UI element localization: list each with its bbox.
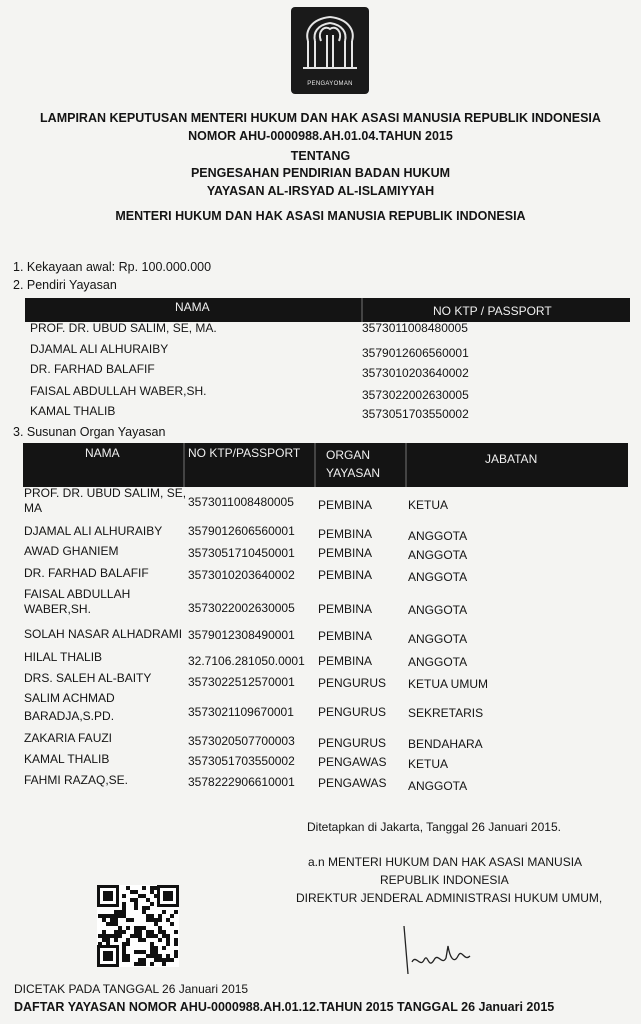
pendiri-title: 2. Pendiri Yayasan [13, 278, 117, 292]
organ-header-ktp: NO KTP/PASSPORT [188, 446, 301, 460]
pendiri-header-nama: NAMA [175, 300, 210, 314]
kekayaan-awal: 1. Kekayaan awal: Rp. 100.000.000 [13, 260, 212, 274]
header-line-5: YAYASAN AL-IRSYAD AL-ISLAMIYYAH [206, 184, 435, 198]
organ-table-header [23, 443, 628, 487]
organ-header-jabatan: JABATAN [485, 452, 538, 466]
qr-code-icon [97, 885, 179, 967]
dicetak-text: DICETAK PADA TANGGAL 26 Januari 2015 [14, 982, 249, 996]
tree-emblem-icon [291, 7, 369, 77]
organ-title: 3. Susunan Organ Yayasan [13, 425, 166, 439]
organ-header-organ: ORGAN [326, 448, 371, 462]
signer-line-2: REPUBLIK INDONESIA [380, 873, 509, 887]
header-line-3: TENTANG [290, 149, 351, 163]
ditetapkan-text: Ditetapkan di Jakarta, Tanggal 26 Januari 2015. [307, 820, 561, 834]
header-line-1: LAMPIRAN KEPUTUSAN MENTERI HUKUM DAN HAK ASASI MANUSIA REPUBLIK INDONESIA [40, 111, 601, 125]
logo-label: PENGAYOMAN [307, 81, 353, 87]
organ-header-nama: NAMA [85, 446, 120, 460]
qr-code [97, 885, 179, 967]
signer-line-3: DIREKTUR JENDERAL ADMINISTRASI HUKUM UMUM, [296, 891, 603, 905]
daftar-yayasan-text: DAFTAR YAYASAN NOMOR AHU-0000988.AH.01.12.TAHUN 2015 TANGGAL 26 Januari 2015 [14, 1000, 555, 1014]
header-line-6: MENTERI HUKUM DAN HAK ASASI MANUSIA REPUBLIK INDONESIA [115, 209, 526, 223]
header-line-2: NOMOR AHU-0000988.AH.01.04.TAHUN 2015 [188, 129, 453, 143]
pendiri-table-header [25, 298, 630, 322]
organ-header-yayasan: YAYASAN [326, 466, 381, 480]
header-line-4: PENGESAHAN PENDIRIAN BADAN HUKUM [190, 166, 451, 180]
pendiri-header-ktp: NO KTP / PASSPORT [433, 304, 552, 318]
signature [398, 918, 488, 978]
signer-line-1: a.n MENTERI HUKUM DAN HAK ASASI MANUSIA [308, 855, 583, 869]
pengayoman-logo [291, 7, 369, 94]
